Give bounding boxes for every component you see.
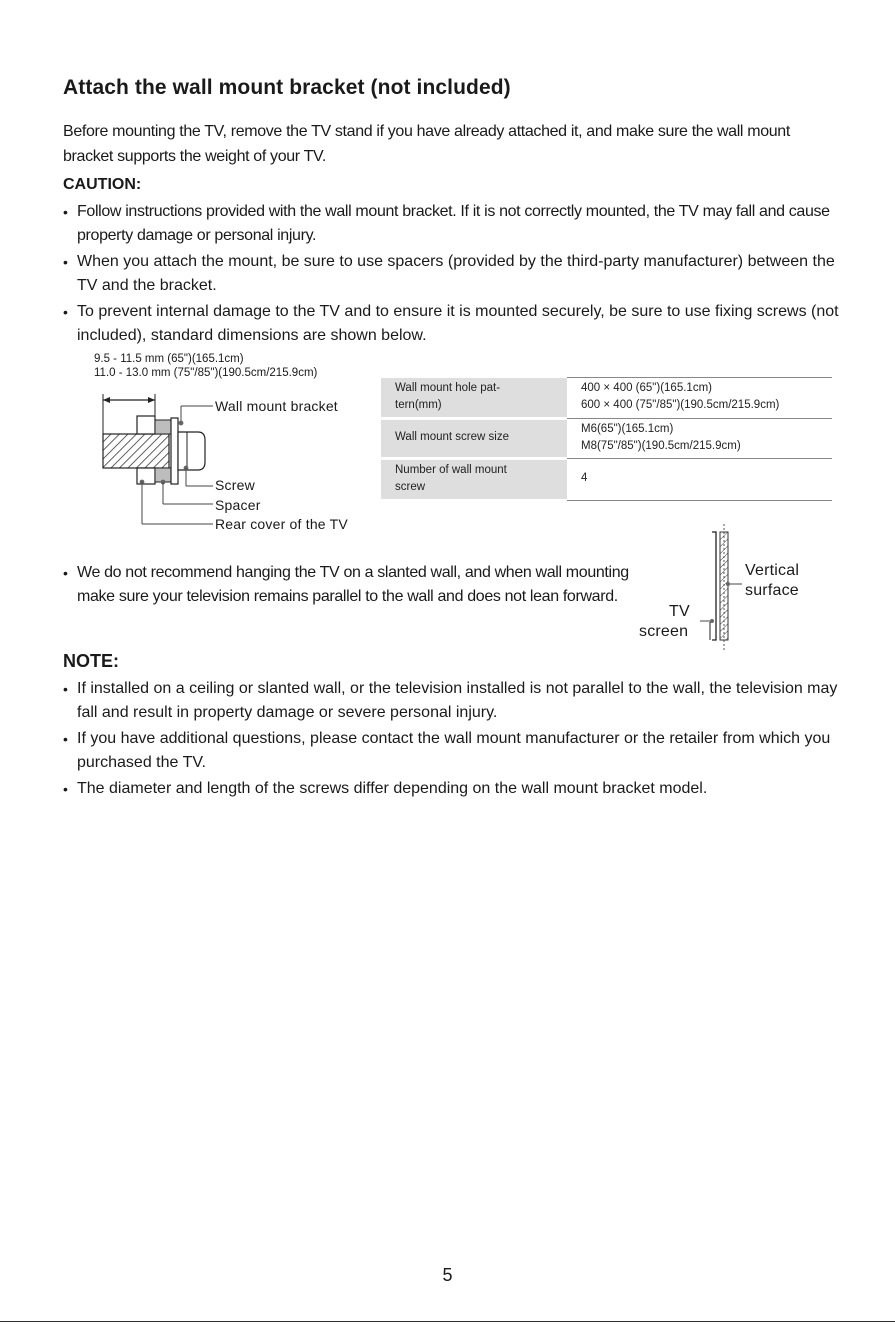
spec-row (381, 418, 832, 458)
label-spacer: Spacer (215, 497, 261, 513)
slant-wall-list (63, 561, 643, 611)
dimension-line-2: 11.0 - 13.0 mm (75"/85")(190.5cm/215.9cm) (94, 367, 318, 379)
caution-heading: CAUTION: (63, 176, 142, 193)
spec-key: Wall mount hole pat- tern(mm) (381, 378, 567, 419)
label-rear-cover: Rear cover of the TV (215, 516, 348, 532)
note-item: • If installed on a ceiling or slanted wall, or the television installed is not parallel to the wall, the television may fall and result in property damage or severe personal injury. (63, 677, 853, 725)
spec-key: Wall mount screw size (381, 418, 567, 458)
note-list (63, 677, 853, 803)
caution-item: • When you attach the mount, be sure to use spacers (provided by the third-party manufacturer) between the TV and the bracket. (63, 250, 853, 298)
slant-wall-item: • We do not recommend hanging the TV on a slanted wall, and when wall mounting make sure your television remains parallel to the wall and does not lean forward. (63, 561, 643, 609)
label-surface: surface (745, 582, 799, 599)
caution-item: • To prevent internal damage to the TV and to ensure it is mounted securely, be sure to use fixing screws (not included), standard dimensions are shown below. (63, 300, 853, 348)
label-screw: Screw (215, 477, 255, 493)
note-item: • The diameter and length of the screws differ depending on the wall mount bracket model. (63, 777, 853, 801)
label-screen: screen (639, 623, 689, 640)
label-wall-mount-bracket: Wall mount bracket (215, 398, 338, 414)
wall-mount-spec-table (381, 377, 832, 502)
spec-row (381, 378, 832, 419)
page-title: Attach the wall mount bracket (not included) (63, 76, 511, 99)
label-vertical: Vertical (745, 562, 800, 579)
spec-key: Number of wall mount screw (381, 458, 567, 500)
caution-item: • Follow instructions provided with the wall mount bracket. If it is not correctly mounted, the TV may fall and cause property damage or personal injury. (63, 200, 853, 248)
page-number: 5 (442, 1265, 453, 1285)
spec-value: 400 × 400 (65")(165.1cm) 600 × 400 (75"/85")(190.5cm/215.9cm) (567, 378, 832, 419)
footer-divider (0, 1321, 895, 1322)
spec-row (381, 458, 832, 500)
dimension-line-1: 9.5 - 11.5 mm (65")(165.1cm) (94, 353, 244, 365)
caution-list (63, 200, 853, 350)
label-tv: TV (669, 603, 690, 620)
tv-wall-side-diagram (700, 524, 750, 652)
spec-value: 4 (567, 458, 832, 500)
intro-paragraph: Before mounting the TV, remove the TV stand if you have already attached it, and make sure the wall mount bracket supports the weight of your TV. (63, 123, 790, 165)
bracket-screw-diagram (95, 390, 225, 530)
spec-value: M6(65")(165.1cm) M8(75"/85")(190.5cm/215.9cm) (567, 418, 832, 458)
note-heading: NOTE: (63, 651, 119, 671)
note-item: • If you have additional questions, please contact the wall mount manufacturer or the retailer from which you purchased the TV. (63, 727, 853, 775)
